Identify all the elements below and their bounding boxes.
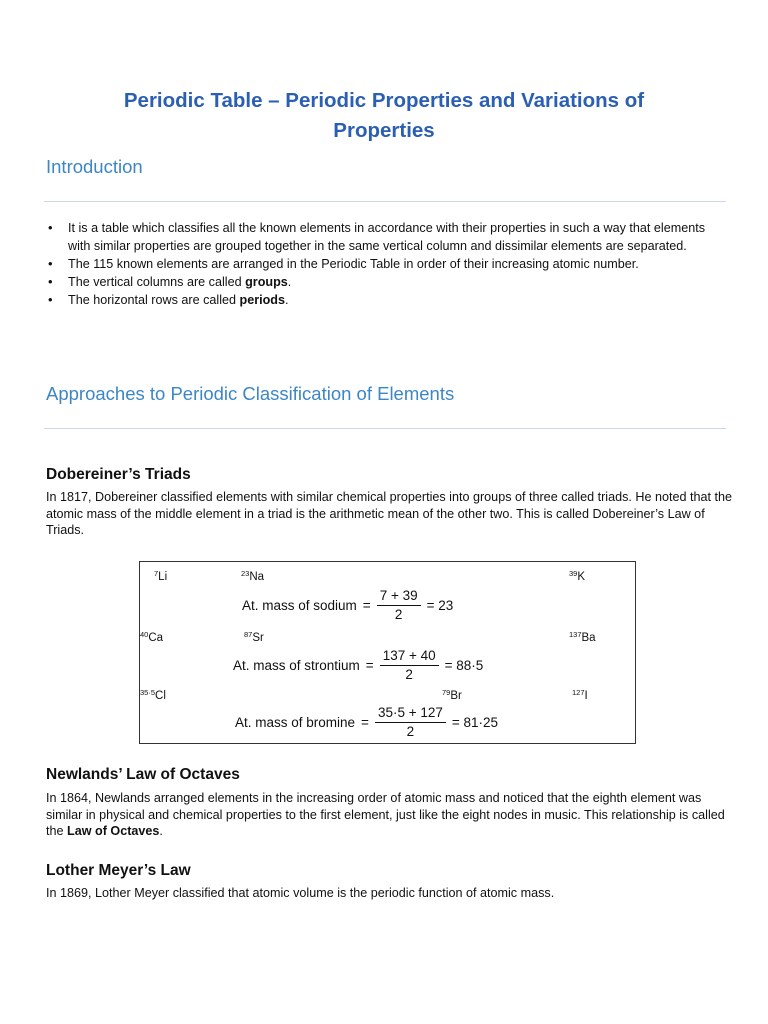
element-barium: $^{137}$Ba (569, 630, 596, 644)
bullet-item: • The vertical columns are called groups. (46, 273, 726, 291)
element-calcium: $^{40}$Ca (140, 630, 164, 644)
bullet-item: • It is a table which classifies all the known elements in accordance with their properties in such a way that elements with similar properties are grouped together in the same vertical column and dissimilar elements are separated. (46, 219, 726, 255)
law-of-octaves-term: Law of Octaves (67, 824, 160, 838)
approaches-divider (44, 428, 726, 429)
newlands-heading: Newlands’ Law of Octaves (46, 766, 240, 783)
bromine-mass-equation: At. mass of bromine = $\frac{35\cdot 5 + 127}{2}$ = 81·25 (235, 705, 499, 739)
newlands-paragraph: In 1864, Newlands arranged elements in the increasing order of atomic mass and noticed that the eighth element was similar in physical and chemical properties to the first element, just like the eight nodes in music. This relationship is called the Law of Octaves. (46, 791, 725, 838)
meyer-heading: Lother Meyer’s Law (46, 862, 191, 879)
element-strontium: $^{87}$Sr (244, 630, 264, 644)
sodium-mass-equation: At. mass of sodium = $\frac{7 + 39}{2}$ = 23 (242, 588, 454, 622)
page-title-line-1: Periodic Table – Periodic Properties and Variations of (123, 89, 645, 112)
element-lithium: $^7$Li (154, 569, 168, 583)
bullet-item: • The horizontal rows are called periods. (46, 291, 726, 309)
meyer-paragraph: In 1869, Lother Meyer classified that atomic volume is the periodic function of atomic mass. (46, 886, 555, 900)
approaches-heading: Approaches to Periodic Classification of Elements (46, 383, 455, 404)
page-title (60, 86, 708, 146)
element-iodine: $^{127}$I (572, 688, 588, 702)
dobereiner-heading: Dobereiner’s Triads (46, 466, 191, 483)
introduction-divider (44, 201, 726, 202)
element-bromine: $^{79}$Br (442, 688, 462, 702)
dobereiner-paragraph: In 1817, Dobereiner classified elements with similar chemical properties into groups of three called triads. He noted that the atomic mass of the middle element in a triad is the arithmetic mean of the other two. This is called Dobereiner’s Law of Triads. (46, 490, 733, 537)
element-sodium: $^{23}$Na (241, 569, 265, 583)
element-potassium: $^{39}$K (569, 569, 586, 583)
page-title-line-2: Properties (333, 119, 435, 142)
triads-table (139, 561, 636, 744)
periods-term: periods (239, 293, 285, 307)
element-chlorine: $^{35\cdot 5}$Cl (140, 688, 166, 702)
strontium-mass-equation: At. mass of strontium = $\frac{137 + 40}{2}$ = 88·5 (233, 648, 484, 682)
introduction-heading: Introduction (46, 156, 143, 177)
introduction-bullet-list (46, 219, 726, 309)
groups-term: groups (245, 275, 288, 289)
bullet-item: • The 115 known elements are arranged in the Periodic Table in order of their increasing atomic number. (46, 255, 726, 273)
